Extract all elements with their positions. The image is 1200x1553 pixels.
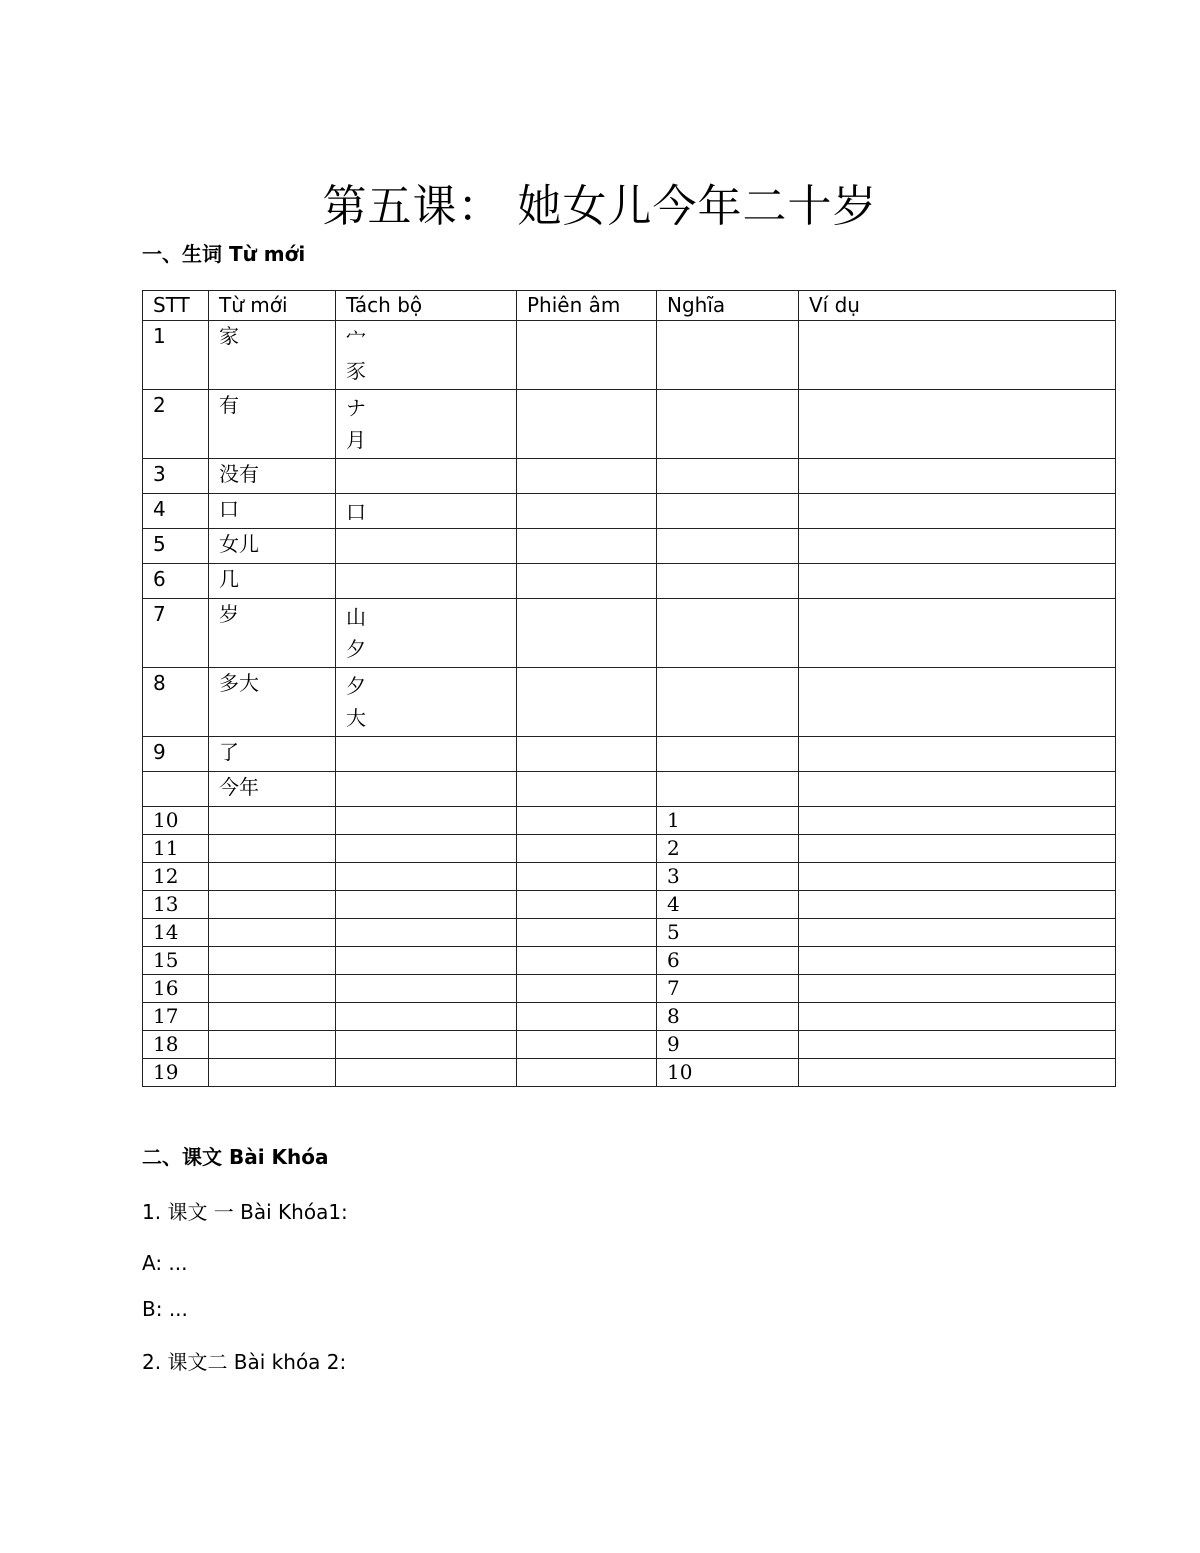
table-row (143, 835, 1116, 863)
cell-meaning[interactable] (657, 737, 799, 772)
cell-word[interactable]: 口 (209, 494, 336, 529)
table-row (143, 975, 1116, 1003)
cell-meaning[interactable]: 2 (657, 835, 799, 863)
cell-stt[interactable]: 16 (143, 975, 209, 1003)
cell-stt[interactable]: 7 (143, 599, 209, 668)
cell-stt[interactable]: 11 (143, 835, 209, 863)
cell-meaning[interactable]: 1 (657, 807, 799, 835)
cell-radicals[interactable] (336, 321, 517, 390)
radical: 大 (346, 706, 366, 730)
table-row (143, 947, 1116, 975)
column-header-example: Ví dụ (799, 291, 1116, 321)
cell-example[interactable] (799, 494, 1116, 529)
cell-radicals[interactable] (336, 835, 517, 863)
cell-pinyin[interactable] (517, 668, 657, 737)
cell-meaning[interactable] (657, 459, 799, 494)
cell-example[interactable] (799, 975, 1116, 1003)
cell-pinyin[interactable] (517, 321, 657, 390)
cell-word[interactable] (209, 891, 336, 919)
cell-word[interactable] (209, 1059, 336, 1087)
cell-word[interactable] (209, 807, 336, 835)
cell-example[interactable] (799, 599, 1116, 668)
cell-word[interactable]: 今年 (209, 772, 336, 807)
cell-pinyin[interactable] (517, 835, 657, 863)
cell-example[interactable] (799, 772, 1116, 807)
table-row (143, 564, 1116, 599)
section-heading-vocabulary: 一、生词 Từ mới (142, 242, 306, 266)
radical: 夕 (346, 674, 366, 698)
page-title: 第五课： 她女儿今年二十岁 (322, 181, 878, 233)
cell-word[interactable]: 了 (209, 737, 336, 772)
radical: 山 (346, 605, 366, 629)
column-header-radicals: Tách bộ (336, 291, 517, 321)
cell-stt[interactable]: 6 (143, 564, 209, 599)
cell-pinyin[interactable] (517, 529, 657, 564)
radical: ナ (346, 396, 366, 420)
cell-radicals[interactable] (336, 459, 517, 494)
cell-example[interactable] (799, 564, 1116, 599)
table-row (143, 321, 1116, 390)
cell-radicals[interactable] (336, 390, 517, 459)
radical: 口 (346, 500, 366, 524)
table-row (143, 737, 1116, 772)
cell-radicals[interactable] (336, 529, 517, 564)
cell-meaning[interactable]: 10 (657, 1059, 799, 1087)
cell-word[interactable] (209, 1003, 336, 1031)
cell-word[interactable]: 岁 (209, 599, 336, 668)
cell-word[interactable] (209, 975, 336, 1003)
cell-pinyin[interactable] (517, 1031, 657, 1059)
column-header-stt: STT (143, 291, 209, 321)
cell-meaning[interactable] (657, 599, 799, 668)
cell-word[interactable]: 有 (209, 390, 336, 459)
cell-radicals[interactable] (336, 807, 517, 835)
cell-example[interactable] (799, 668, 1116, 737)
cell-radicals[interactable] (336, 891, 517, 919)
column-header-meaning: Nghĩa (657, 291, 799, 321)
table-row (143, 891, 1116, 919)
cell-word[interactable]: 多大 (209, 668, 336, 737)
cell-example[interactable] (799, 1031, 1116, 1059)
cell-example[interactable] (799, 807, 1116, 835)
table-row (143, 919, 1116, 947)
cell-word[interactable] (209, 863, 336, 891)
cell-meaning[interactable]: 5 (657, 919, 799, 947)
table-row (143, 529, 1116, 564)
cell-pinyin[interactable] (517, 975, 657, 1003)
cell-radicals[interactable] (336, 947, 517, 975)
cell-stt[interactable]: 13 (143, 891, 209, 919)
cell-example[interactable] (799, 737, 1116, 772)
table-row (143, 863, 1116, 891)
cell-word[interactable] (209, 835, 336, 863)
cell-word[interactable] (209, 1031, 336, 1059)
radical: 夕 (346, 637, 366, 661)
cell-radicals[interactable] (336, 599, 517, 668)
cell-example[interactable] (799, 321, 1116, 390)
cell-meaning[interactable]: 8 (657, 1003, 799, 1031)
cell-stt[interactable]: 15 (143, 947, 209, 975)
cell-example[interactable] (799, 459, 1116, 494)
cell-radicals[interactable] (336, 564, 517, 599)
dialogue-line-a: A: ... (142, 1251, 188, 1275)
cell-meaning[interactable] (657, 494, 799, 529)
cell-pinyin[interactable] (517, 1059, 657, 1087)
cell-word[interactable]: 没有 (209, 459, 336, 494)
table-row (143, 1059, 1116, 1087)
section-heading-text: 二、课文 Bài Khóa (142, 1145, 329, 1169)
cell-stt[interactable]: 5 (143, 529, 209, 564)
dialogue-line-b: B: ... (142, 1297, 188, 1321)
table-row (143, 459, 1116, 494)
cell-example[interactable] (799, 919, 1116, 947)
cell-stt[interactable]: 9 (143, 737, 209, 772)
cell-stt[interactable]: 1 (143, 321, 209, 390)
table-row (143, 494, 1116, 529)
cell-radicals[interactable] (336, 975, 517, 1003)
cell-stt[interactable]: 12 (143, 863, 209, 891)
cell-pinyin[interactable] (517, 863, 657, 891)
cell-meaning[interactable] (657, 529, 799, 564)
cell-pinyin[interactable] (517, 807, 657, 835)
radical: 月 (346, 428, 366, 452)
cell-meaning[interactable] (657, 772, 799, 807)
radical: 宀 (346, 327, 366, 351)
cell-meaning[interactable]: 3 (657, 863, 799, 891)
table-row (143, 1031, 1116, 1059)
cell-stt[interactable] (143, 772, 209, 807)
cell-pinyin[interactable] (517, 919, 657, 947)
column-header-pinyin: Phiên âm (517, 291, 657, 321)
table-row (143, 1003, 1116, 1031)
cell-pinyin[interactable] (517, 1003, 657, 1031)
cell-example[interactable] (799, 529, 1116, 564)
cell-pinyin[interactable] (517, 772, 657, 807)
cell-meaning[interactable] (657, 321, 799, 390)
cell-word[interactable] (209, 947, 336, 975)
cell-pinyin[interactable] (517, 564, 657, 599)
text-1-heading: 1. 课文 一 Bài Khóa1: (142, 1200, 348, 1224)
cell-example[interactable] (799, 390, 1116, 459)
cell-pinyin[interactable] (517, 390, 657, 459)
radical: 豕 (346, 359, 366, 383)
cell-stt[interactable]: 18 (143, 1031, 209, 1059)
cell-meaning[interactable]: 9 (657, 1031, 799, 1059)
cell-radicals[interactable] (336, 1031, 517, 1059)
cell-meaning[interactable]: 7 (657, 975, 799, 1003)
cell-stt[interactable]: 10 (143, 807, 209, 835)
cell-radicals[interactable] (336, 737, 517, 772)
cell-stt[interactable]: 14 (143, 919, 209, 947)
vocabulary-table (142, 290, 1116, 1087)
cell-word[interactable]: 家 (209, 321, 336, 390)
cell-stt[interactable]: 17 (143, 1003, 209, 1031)
cell-pinyin[interactable] (517, 891, 657, 919)
cell-stt[interactable]: 3 (143, 459, 209, 494)
cell-word[interactable]: 女儿 (209, 529, 336, 564)
cell-example[interactable] (799, 835, 1116, 863)
column-header-new-word: Từ mới (209, 291, 336, 321)
cell-meaning[interactable] (657, 390, 799, 459)
cell-word[interactable]: 几 (209, 564, 336, 599)
cell-pinyin[interactable] (517, 737, 657, 772)
cell-pinyin[interactable] (517, 947, 657, 975)
cell-stt[interactable]: 4 (143, 494, 209, 529)
table-row (143, 668, 1116, 737)
cell-meaning[interactable] (657, 564, 799, 599)
cell-radicals[interactable] (336, 919, 517, 947)
cell-stt[interactable]: 8 (143, 668, 209, 737)
table-row (143, 390, 1116, 459)
table-row (143, 807, 1116, 835)
cell-pinyin[interactable] (517, 494, 657, 529)
cell-radicals[interactable] (336, 668, 517, 737)
cell-meaning[interactable]: 6 (657, 947, 799, 975)
cell-word[interactable] (209, 919, 336, 947)
cell-example[interactable] (799, 891, 1116, 919)
cell-radicals[interactable] (336, 1059, 517, 1087)
table-header-row (143, 291, 1116, 321)
cell-meaning[interactable]: 4 (657, 891, 799, 919)
cell-radicals[interactable] (336, 772, 517, 807)
cell-example[interactable] (799, 947, 1116, 975)
cell-radicals[interactable] (336, 494, 517, 529)
table-row (143, 772, 1116, 807)
cell-stt[interactable]: 2 (143, 390, 209, 459)
cell-example[interactable] (799, 1003, 1116, 1031)
cell-example[interactable] (799, 1059, 1116, 1087)
cell-pinyin[interactable] (517, 599, 657, 668)
cell-meaning[interactable] (657, 668, 799, 737)
text-2-heading: 2. 课文二 Bài khóa 2: (142, 1350, 347, 1374)
cell-stt[interactable]: 19 (143, 1059, 209, 1087)
cell-example[interactable] (799, 863, 1116, 891)
cell-pinyin[interactable] (517, 459, 657, 494)
cell-radicals[interactable] (336, 863, 517, 891)
cell-radicals[interactable] (336, 1003, 517, 1031)
table-row (143, 599, 1116, 668)
